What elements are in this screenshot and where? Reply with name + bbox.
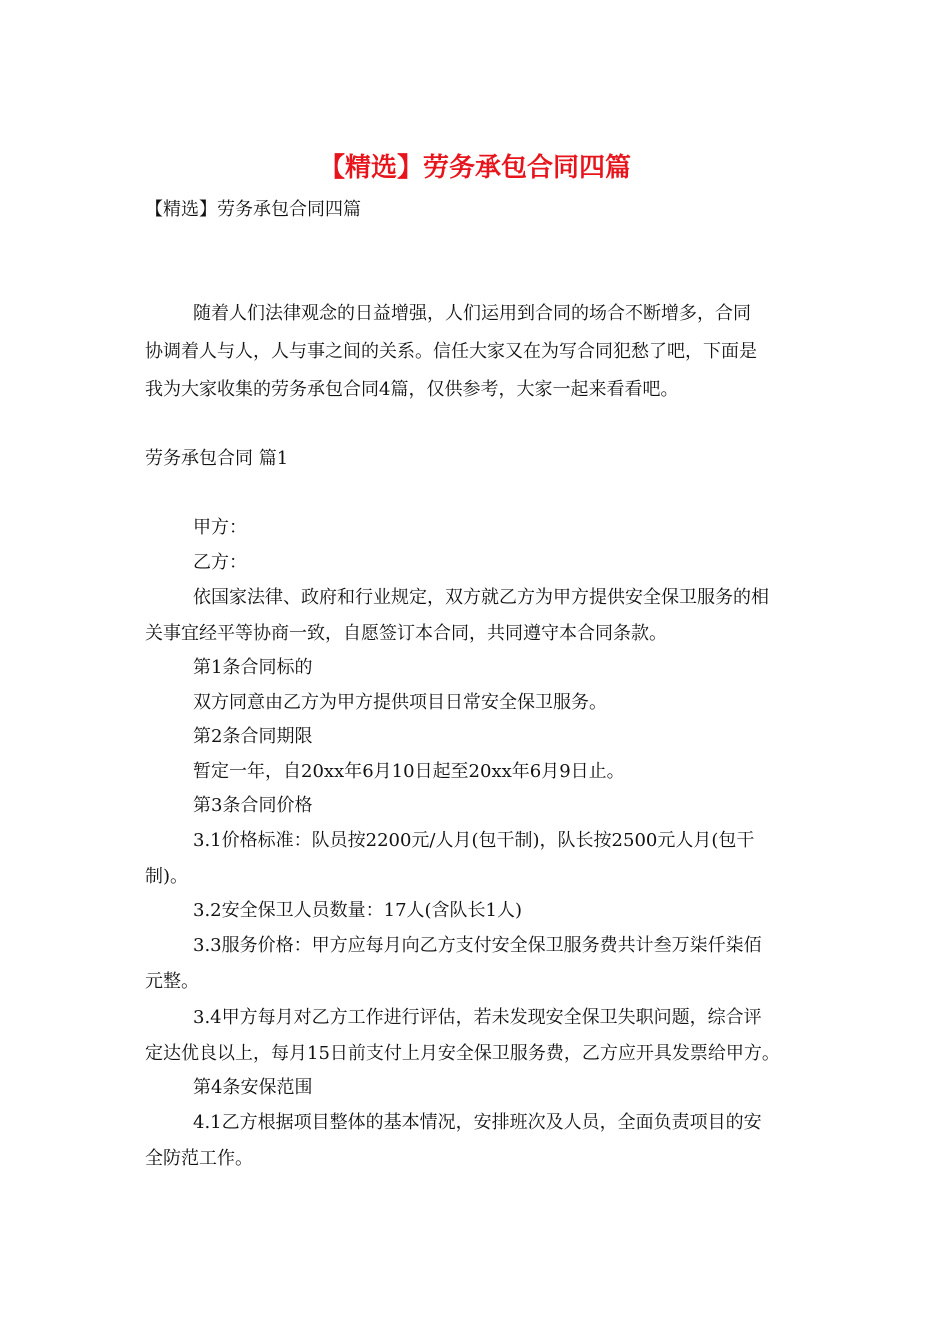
article-4-heading: 第4条安保范围 <box>193 1077 313 1098</box>
article-3-heading: 第3条合同价格 <box>193 795 313 816</box>
article-1-text: 双方同意由乙方为甲方提供项目日常安全保卫服务。 <box>193 692 607 713</box>
party-b-label: 乙方： <box>193 552 247 573</box>
section-heading: 劳务承包合同 篇1 <box>145 448 289 469</box>
preamble-line: 依国家法律、政府和行业规定，双方就乙方为甲方提供安全保卫服务的相 <box>193 587 769 608</box>
clause-3-1-line: 3.1价格标准：队员按2200元/人月(包干制)，队长按2500元人月(包干 <box>193 830 755 851</box>
preamble-line: 关事宜经平等协商一致，自愿签订本合同，共同遵守本合同条款。 <box>145 623 667 644</box>
clause-4-1-line: 全防范工作。 <box>145 1148 253 1169</box>
clause-4-1-line: 4.1乙方根据项目整体的基本情况，安排班次及人员，全面负责项目的安 <box>193 1112 762 1133</box>
article-2-text: 暂定一年，自20xx年6月10日起至20xx年6月9日止。 <box>193 761 625 782</box>
intro-line: 我为大家收集的劳务承包合同4篇，仅供参考，大家一起来看看吧。 <box>145 379 679 400</box>
article-1-heading: 第1条合同标的 <box>193 657 313 678</box>
article-2-heading: 第2条合同期限 <box>193 726 313 747</box>
clause-3-4-line: 定达优良以上，每月15日前支付上月安全保卫服务费，乙方应开具发票给甲方。 <box>145 1043 780 1064</box>
intro-line: 随着人们法律观念的日益增强，人们运用到合同的场合不断增多，合同 <box>193 303 751 324</box>
clause-3-4-line: 3.4甲方每月对乙方工作进行评估，若未发现安全保卫失职问题，综合评 <box>193 1007 762 1028</box>
clause-3-2: 3.2安全保卫人员数量：17人(含队长1人) <box>193 900 523 921</box>
intro-line: 协调着人与人，人与事之间的关系。信任大家又在为写合同犯愁了吧，下面是 <box>145 341 757 362</box>
party-a-label: 甲方： <box>193 517 247 538</box>
clause-3-3-line: 3.3服务价格：甲方应每月向乙方支付安全保卫服务费共计叁万柒仟柒佰 <box>193 935 762 956</box>
clause-3-3-line: 元整。 <box>145 971 199 992</box>
document-subtitle: 【精选】劳务承包合同四篇 <box>145 199 361 220</box>
document-title: 【精选】劳务承包合同四篇 <box>318 153 631 183</box>
clause-3-1-line: 制)。 <box>145 866 189 887</box>
